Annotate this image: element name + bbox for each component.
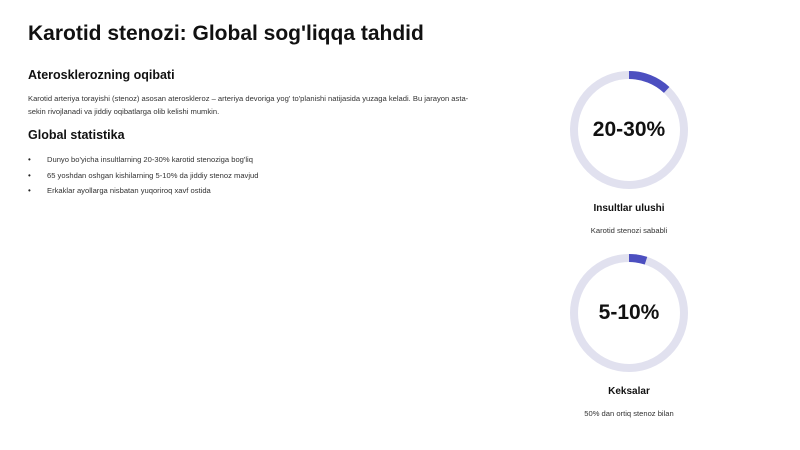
list-item: [28, 183, 473, 199]
progress-ring: [567, 251, 691, 375]
list-item-text: 65 yoshdan oshgan kishilarning 5-10% da jiddiy stenoz mavjud: [47, 170, 259, 180]
list-item-text: Dunyo bo'yicha insultlarning 20-30% karotid stenoziga bog'liq: [47, 155, 253, 164]
section-heading-atherosclerosis: Aterosklerozning oqibati: [28, 68, 175, 82]
stat-card-strokes: [539, 68, 719, 235]
stat-value: 20-30%: [592, 118, 666, 141]
content-column: [28, 68, 473, 199]
stat-label: Insultlar ulushi: [593, 203, 665, 214]
stat-caption: Karotid stenozi sababli: [590, 226, 668, 235]
stat-value: 5-10%: [598, 301, 660, 324]
section-heading-statistics: Global statistika: [28, 128, 125, 142]
stat-caption: 50% dan ortiq stenoz bilan: [584, 409, 674, 418]
stat-label: Keksalar: [608, 386, 650, 397]
list-item: [28, 152, 473, 168]
progress-ring: [567, 68, 691, 192]
list-item-text: Erkaklar ayollarga nisbatan yuqoriroq xavf ostida: [47, 186, 211, 195]
list-item: [28, 168, 473, 184]
bullet-icon: •: [28, 186, 31, 195]
stat-card-elderly: [539, 251, 719, 418]
section-paragraph: Karotid arteriya torayishi (stenoz) asosan ateroskleroz – arteriya devoriga yog' to'planishi natijasida yuzaga keladi. Bu jarayon asta-sekin rivojlanadi va jiddiy oqibatlarga olib kelishi mumkin.: [28, 94, 469, 116]
statistics-list: [28, 152, 473, 199]
bullet-icon: •: [28, 170, 31, 180]
bullet-icon: •: [28, 155, 31, 164]
page-title: Karotid stenozi: Global sog'liqqa tahdid: [28, 22, 424, 45]
